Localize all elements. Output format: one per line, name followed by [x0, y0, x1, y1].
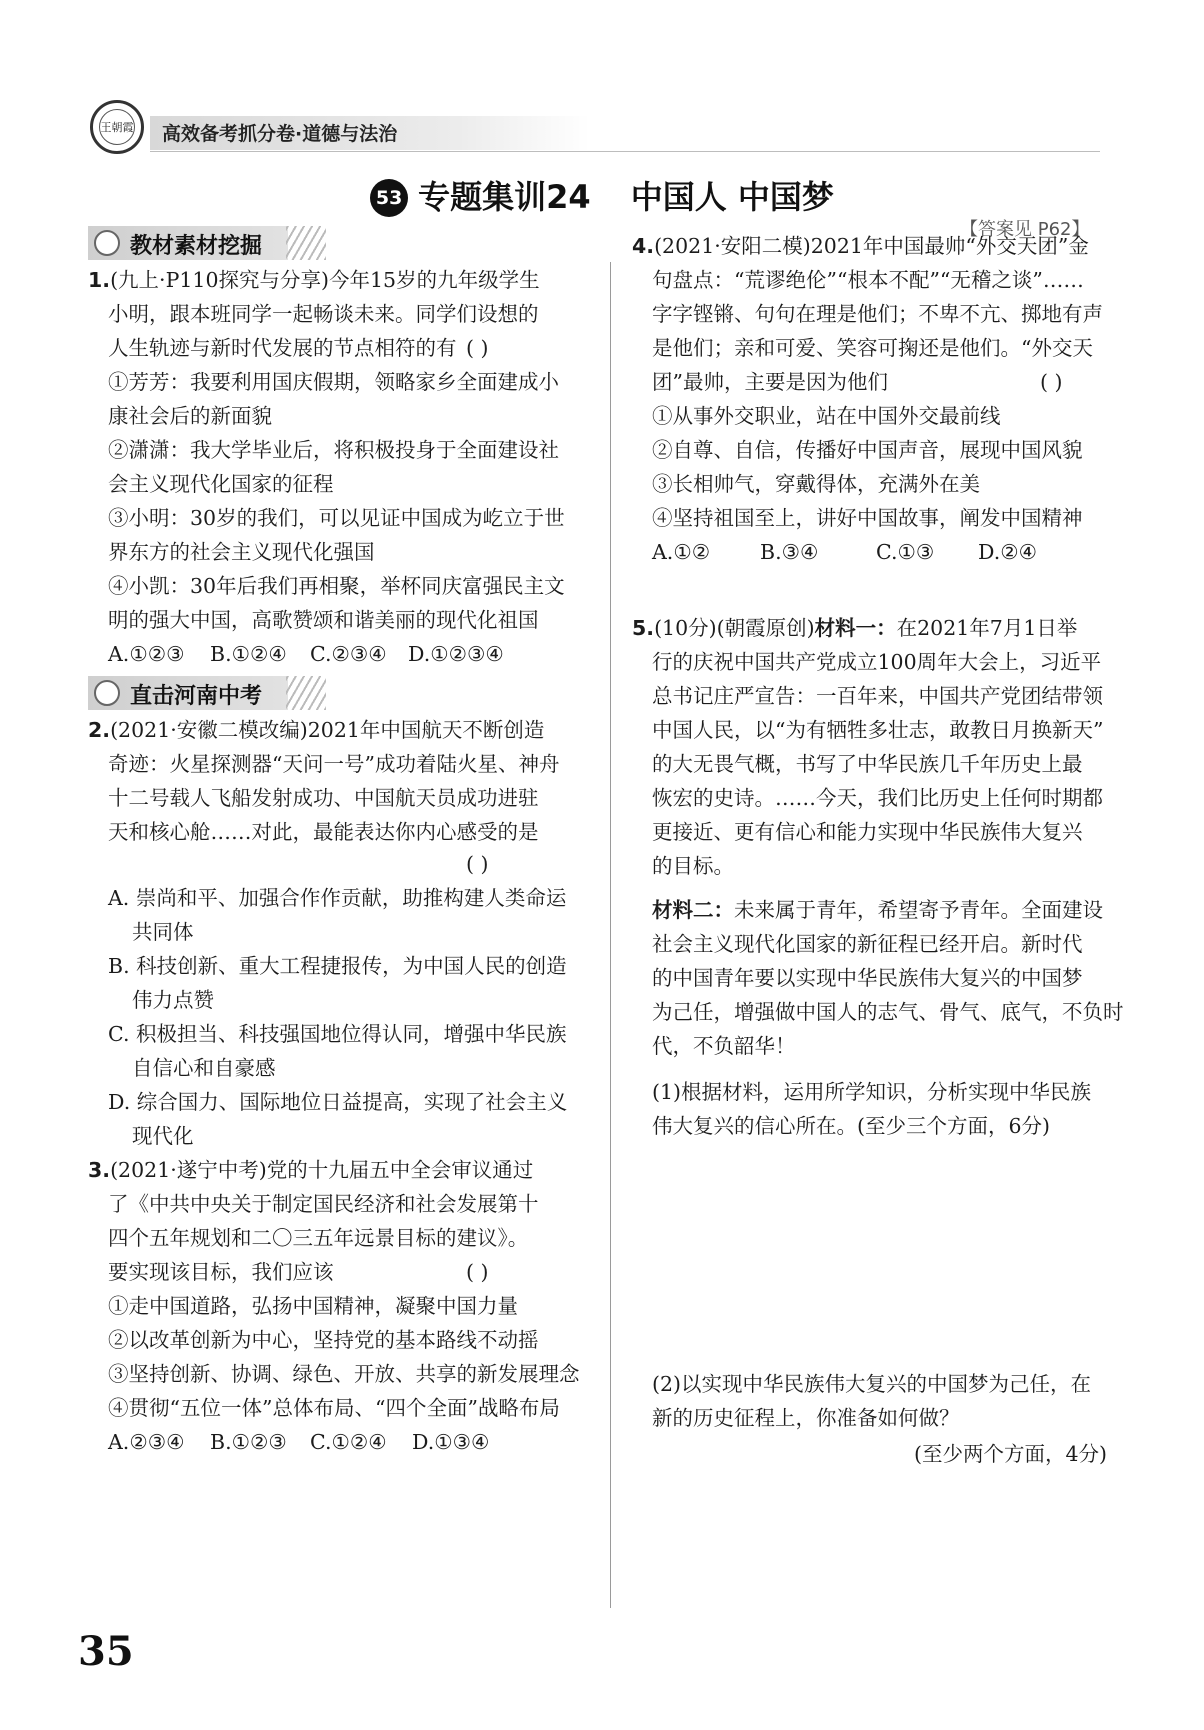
book-icon: [94, 230, 120, 256]
answer-paren: ( ): [466, 1260, 489, 1284]
option-c[interactable]: C. 积极担当、科技强国地位得认同，增强中华民族: [108, 1022, 567, 1046]
column-divider: [610, 262, 611, 1608]
material-two-label: 材料二：: [652, 898, 734, 922]
option-c[interactable]: C.①③: [876, 540, 935, 564]
answer-reference: 【答案见 P62】: [960, 219, 1090, 240]
option-b[interactable]: B.①②③: [210, 1430, 287, 1454]
option-c[interactable]: C.②③④: [310, 642, 387, 666]
section-header-henan: 直击河南中考: [88, 676, 408, 710]
unit-number-badge: 53: [370, 179, 408, 217]
title-sub: 中国人 中国梦: [630, 178, 834, 216]
page-title: [0, 172, 1204, 218]
header-rule: [150, 151, 1100, 152]
title-main: 专题集训24: [418, 178, 591, 216]
answer-paren: ( ): [1040, 370, 1063, 394]
target-icon: [94, 680, 120, 706]
answer-area-1[interactable]: [652, 1150, 1122, 1350]
option-d[interactable]: D.①②③④: [408, 642, 504, 666]
option-a[interactable]: A.①②③: [108, 642, 185, 666]
answer-paren: ( ): [466, 852, 489, 876]
answer-paren: ( ): [466, 336, 489, 360]
option-b[interactable]: B.③④: [760, 540, 819, 564]
series-title: 高效备考抓分卷·道德与法治: [162, 123, 398, 145]
option-d[interactable]: D.②④: [978, 540, 1037, 564]
option-a[interactable]: A.①②: [652, 540, 711, 564]
option-c[interactable]: C.①②④: [310, 1430, 387, 1454]
option-d[interactable]: D. 综合国力、国际地位日益提高，实现了社会主义: [108, 1090, 568, 1114]
publisher-logo: [90, 100, 144, 154]
option-d[interactable]: D.①③④: [412, 1430, 490, 1454]
option-a[interactable]: A. 崇尚和平、加强合作作贡献，助推构建人类命运: [108, 886, 567, 910]
material-one-label: 材料一：: [814, 616, 897, 640]
option-b[interactable]: B.①②④: [210, 642, 287, 666]
option-a[interactable]: A.②③④: [108, 1430, 185, 1454]
answer-area-2[interactable]: [652, 1478, 1122, 1608]
page-number: 35: [78, 1628, 134, 1675]
option-b[interactable]: B. 科技创新、重大工程捷报传，为中国人民的创造: [108, 954, 567, 978]
logo-text: 王朝霞: [99, 109, 135, 145]
section-header-textbook: 教材素材挖掘: [88, 226, 408, 260]
